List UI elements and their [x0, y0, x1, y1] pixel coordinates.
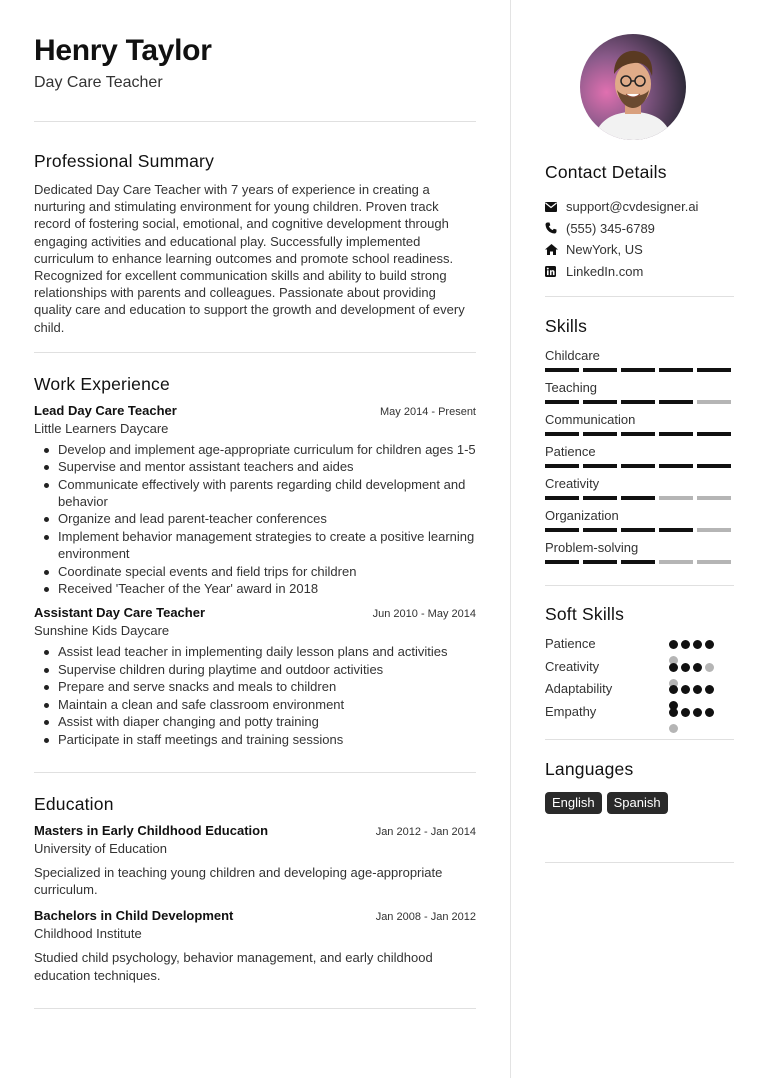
- level-segment-filled: [621, 560, 655, 564]
- level-segment-filled: [583, 432, 617, 436]
- skill-level-bar: [545, 400, 734, 404]
- rating-dots: [669, 640, 729, 650]
- job-entry: [34, 604, 476, 747]
- rating-dots: [669, 685, 729, 695]
- rating-dot: [693, 685, 702, 694]
- level-segment-filled: [659, 400, 693, 404]
- home-icon: [545, 244, 566, 255]
- skill-level-bar: [545, 560, 734, 564]
- skill-row: [545, 539, 734, 571]
- list-item: Assist with diaper changing and potty training: [34, 713, 476, 730]
- soft-skill-row: [545, 656, 734, 679]
- candidate-role: Day Care Teacher: [34, 74, 163, 91]
- level-segment-empty: [697, 400, 731, 404]
- skill-label: Childcare: [545, 348, 600, 363]
- level-segment-filled: [583, 464, 617, 468]
- list-item: Communicate effectively with parents regarding child development and behavior: [34, 476, 476, 511]
- linkedin-icon: [545, 266, 566, 277]
- list-item: Coordinate special events and field trips for children: [34, 563, 476, 580]
- rating-dot: [669, 685, 678, 694]
- level-segment-filled: [697, 368, 731, 372]
- level-segment-empty: [659, 496, 693, 500]
- rating-dot: [669, 663, 678, 672]
- email-text[interactable]: support@cvdesigner.ai: [566, 199, 699, 215]
- job-bullets: [34, 643, 476, 747]
- skill-row: [545, 379, 734, 411]
- skill-row: [545, 443, 734, 475]
- skill-label: Organization: [545, 508, 619, 523]
- level-segment-filled: [621, 400, 655, 404]
- list-item: Prepare and serve snacks and meals to children: [34, 678, 476, 695]
- education-entry: [34, 822, 476, 898]
- level-segment-filled: [659, 368, 693, 372]
- level-segment-filled: [659, 432, 693, 436]
- soft-skill-row: [545, 701, 734, 724]
- skills-heading: Skills: [545, 316, 588, 336]
- language-tag: Spanish: [607, 792, 668, 814]
- school-name: University of Education: [34, 840, 167, 856]
- level-segment-filled: [697, 432, 731, 436]
- level-segment-empty: [659, 560, 693, 564]
- divider: [34, 352, 476, 353]
- level-segment-filled: [545, 368, 579, 372]
- rating-dot: [705, 685, 714, 694]
- education-date: Jan 2008 - Jan 2012: [375, 911, 476, 924]
- languages-heading: Languages: [545, 759, 634, 779]
- location-text: NewYork, US: [566, 242, 643, 258]
- linkedin-text[interactable]: LinkedIn.com: [566, 263, 644, 279]
- skill-label: Creativity: [545, 476, 600, 491]
- education-description: Studied child psychology, behavior management, and early childhood education techniques.: [34, 950, 433, 983]
- skill-row: [545, 411, 734, 443]
- divider: [34, 1008, 476, 1009]
- job-entry: [34, 402, 476, 598]
- candidate-name: Henry Taylor: [34, 34, 212, 67]
- level-segment-filled: [545, 496, 579, 500]
- rating-dot: [693, 640, 702, 649]
- level-segment-empty: [697, 560, 731, 564]
- list-item: Implement behavior management strategies to create a positive learning environment: [34, 528, 476, 563]
- list-item: Received 'Teacher of the Year' award in 2018: [34, 580, 476, 597]
- skill-level-bar: [545, 496, 734, 500]
- job-organization: Sunshine Kids Daycare: [34, 623, 170, 639]
- level-segment-filled: [583, 400, 617, 404]
- column-divider: [510, 0, 511, 1078]
- level-segment-filled: [621, 464, 655, 468]
- divider: [34, 772, 476, 773]
- level-segment-filled: [583, 528, 617, 532]
- contact-phone: [545, 218, 734, 240]
- contact-email: [545, 196, 734, 218]
- education-date: Jan 2012 - Jan 2014: [375, 825, 476, 838]
- rating-dots: [669, 663, 729, 673]
- level-segment-filled: [659, 464, 693, 468]
- divider: [545, 296, 734, 297]
- level-segment-filled: [545, 464, 579, 468]
- rating-dot: [681, 663, 690, 672]
- soft-skill-label: Empathy: [545, 704, 597, 720]
- rating-dot-empty: [705, 663, 714, 672]
- rating-dot: [681, 685, 690, 694]
- level-segment-filled: [697, 464, 731, 468]
- job-date: May 2014 - Present: [380, 405, 476, 418]
- level-segment-filled: [583, 368, 617, 372]
- level-segment-filled: [545, 432, 579, 436]
- summary-text: Dedicated Day Care Teacher with 7 years of experience in creating a nurturing and stimulating environment for young children. Proven track record of fostering social, emotional, and cognitive development through engaging activities and educational play. Successfully implemented curriculum to enhance learning outcomes and promote school readiness. Recognized for excellent communication skills and ability to build strong relationships with parents and colleagues. Passionate about providing quality care and education to support the growth and development of every child.: [34, 182, 465, 335]
- soft-skill-row: [545, 678, 734, 701]
- level-segment-empty: [697, 528, 731, 532]
- languages-list: [545, 792, 668, 814]
- divider: [545, 739, 734, 740]
- soft-skills-list: [545, 633, 734, 724]
- degree-title: Masters in Early Childhood Education: [34, 822, 269, 838]
- experience-heading: Work Experience: [34, 373, 170, 394]
- job-title: Lead Day Care Teacher: [34, 402, 177, 418]
- soft-skill-label: Adaptability: [545, 681, 613, 697]
- job-bullets: [34, 441, 476, 598]
- skill-level-bar: [545, 432, 734, 436]
- education-description: Specialized in teaching young children and developing age-appropriate curriculum.: [34, 864, 443, 898]
- skill-label: Patience: [545, 444, 596, 459]
- level-segment-empty: [697, 496, 731, 500]
- skill-label: Problem-solving: [545, 540, 639, 555]
- divider: [545, 585, 734, 586]
- level-segment-filled: [659, 528, 693, 532]
- education-heading: Education: [34, 793, 114, 814]
- degree-title: Bachelors in Child Development: [34, 908, 234, 924]
- main-column: [34, 34, 476, 1009]
- level-segment-filled: [621, 368, 655, 372]
- divider: [34, 121, 476, 122]
- envelope-icon: [545, 202, 566, 212]
- phone-text[interactable]: (555) 345-6789: [566, 220, 655, 236]
- rating-dot: [693, 708, 702, 717]
- rating-dot: [705, 640, 714, 649]
- rating-dot: [681, 708, 690, 717]
- skill-row: [545, 507, 734, 539]
- contact-list: [545, 196, 734, 282]
- level-segment-filled: [545, 528, 579, 532]
- list-item: Assist lead teacher in implementing daily lesson plans and activities: [34, 643, 476, 660]
- level-segment-filled: [545, 400, 579, 404]
- skills-list: [545, 347, 734, 571]
- list-item: Develop and implement age-appropriate curriculum for children ages 1-5: [34, 441, 476, 458]
- skill-label: Communication: [545, 412, 636, 427]
- rating-dots: [669, 708, 729, 718]
- list-item: Maintain a clean and safe classroom environment: [34, 696, 476, 713]
- rating-dot: [669, 708, 678, 717]
- phone-icon: [545, 222, 566, 234]
- level-segment-filled: [545, 560, 579, 564]
- rating-dot: [705, 708, 714, 717]
- language-tag: English: [545, 792, 602, 814]
- job-date: Jun 2010 - May 2014: [372, 608, 476, 621]
- soft-skill-label: Patience: [545, 636, 596, 651]
- summary-heading: Professional Summary: [34, 151, 215, 171]
- rating-dot: [669, 640, 678, 649]
- list-item: Supervise children during playtime and outdoor activities: [34, 661, 476, 678]
- job-title: Assistant Day Care Teacher: [34, 605, 206, 621]
- rating-dot: [681, 640, 690, 649]
- contact-linkedin: [545, 261, 734, 283]
- skill-label: Teaching: [545, 380, 598, 395]
- soft-skills-heading: Soft Skills: [545, 604, 625, 624]
- skill-row: [545, 347, 734, 379]
- level-segment-filled: [621, 528, 655, 532]
- rating-dot-empty: [669, 724, 678, 733]
- soft-skill-row: [545, 633, 734, 656]
- skill-level-bar: [545, 368, 734, 372]
- profile-photo: [580, 34, 686, 140]
- level-segment-filled: [583, 496, 617, 500]
- level-segment-filled: [621, 496, 655, 500]
- divider: [545, 862, 734, 863]
- soft-skill-label: Creativity: [545, 658, 600, 674]
- skill-level-bar: [545, 464, 734, 468]
- school-name: Childhood Institute: [34, 926, 142, 942]
- contact-location: [545, 239, 734, 261]
- list-item: Organize and lead parent-teacher conferences: [34, 510, 476, 527]
- list-item: Supervise and mentor assistant teachers and aides: [34, 458, 476, 475]
- education-entry: [34, 907, 476, 983]
- job-organization: Little Learners Daycare: [34, 420, 169, 436]
- level-segment-filled: [621, 432, 655, 436]
- level-segment-filled: [583, 560, 617, 564]
- rating-dot: [693, 663, 702, 672]
- skill-level-bar: [545, 528, 734, 532]
- contact-heading: Contact Details: [545, 162, 667, 182]
- list-item: Participate in staff meetings and training sessions: [34, 731, 476, 748]
- skill-row: [545, 475, 734, 507]
